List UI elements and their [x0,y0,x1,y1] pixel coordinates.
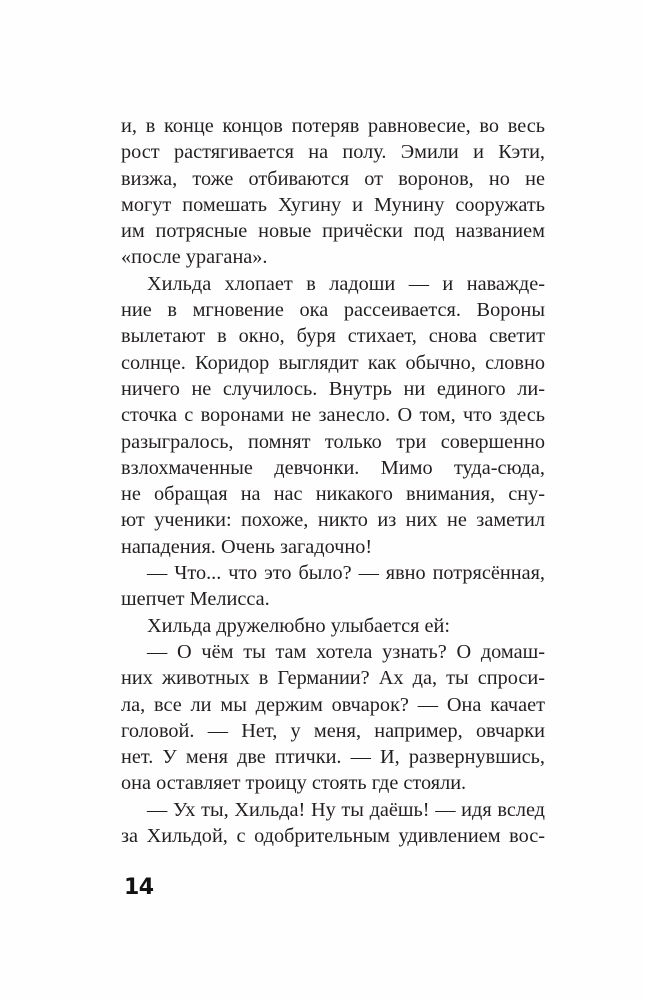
text-line: головой. — Нет, у меня, например, овчарки [121,719,545,742]
text-line: — Что... что это было? — явно потрясённая, [147,562,545,585]
text-line: разыгралось, помнят только три совершенно [121,430,545,453]
text-line: ют ученики: похоже, никто из них не заметил [121,509,545,532]
text-line: она оставляет троицу стоять где стояли. [121,772,467,795]
text-line: могут помешать Хугину и Мунину сооружать [121,193,545,216]
text-line: взлохмаченные девчонки. Мимо туда-сюда, [121,456,545,479]
text-line: солнце. Коридор выглядит как обычно, словно [121,351,545,374]
text-line: им потрясные новые причёски под названием [121,220,545,243]
body-text [121,113,545,849]
text-line: ничего не случилось. Внутрь ни единого ли- [121,377,545,400]
text-line: нет. У меня две птички. — И, развернувшись, [121,746,545,769]
text-line: шепчет Мелисса. [121,588,270,611]
text-line: Хильда хлопает в ладоши — и наважде- [147,272,545,295]
text-line: — О чём ты там хотела узнать? О домаш- [147,640,545,663]
text-line: сточка с воронами не занесло. О том, что здесь [121,404,545,427]
text-line: рост растягивается на полу. Эмили и Кэти, [121,141,545,164]
text-line: — Ух ты, Хильда! Ну ты даёшь! — идя вслед [147,798,545,821]
text-line: не обращая на нас никакого внимания, сну- [121,483,545,506]
text-line: «после урагана». [121,246,268,269]
text-line: ла, все ли мы держим овчарок? — Она качает [121,693,545,716]
text-line: нападения. Очень загадочно! [121,535,373,558]
text-line: Хильда дружелюбно улыбается ей: [147,614,451,637]
text-line: за Хильдой, с одобрительным удивлением вос- [121,825,545,848]
page-number: 14 [124,875,154,900]
text-line: визжа, тоже отбиваются от воронов, но не [121,167,545,190]
text-line: и, в конце концов потеряв равновесие, во весь [121,115,545,137]
text-line: вылетают в окно, буря стихает, снова светит [121,325,545,348]
text-line: них животных в Германии? Ах да, ты спроси- [121,667,545,690]
text-line: ние в мгновение ока рассеивается. Вороны [121,299,545,322]
